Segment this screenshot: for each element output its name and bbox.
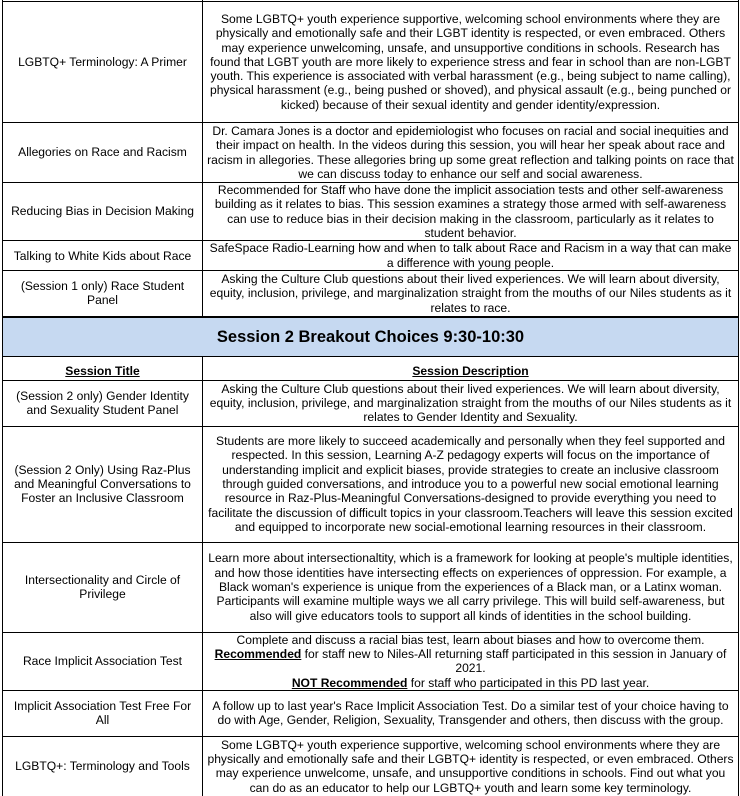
table-row [3, 542, 739, 632]
session-description-cell: Asking the Culture Club questions about their lived experiences. We will learn about diversity, equity, inclusion, privilege, and marginalization straight from the mouths of our Niles students as it relates to Gender Identity and Sexuality. [203, 380, 739, 426]
session-title-cell: Intersectionality and Circle of Privilege [3, 542, 203, 632]
column-header-session-description: Session Description [203, 356, 739, 380]
column-header-session-title: Session Title [3, 356, 203, 380]
session-description-cell: Asking the Culture Club questions about their lived experiences. We will learn about diversity, equity, inclusion, privilege, and marginalization straight from the mouths of our Niles students as it relates to race. [203, 271, 739, 317]
table-row [3, 380, 739, 426]
session-title-cell: Allegories on Race and Racism [3, 123, 203, 183]
table-row [3, 2, 739, 123]
session-title-cell: Implicit Association Test Free For All [3, 690, 203, 736]
session-description-cell: Students are more likely to succeed academically and personally when they feel supported and respected. In this session, Learning A-Z pedagogy experts will focus on the importance of understanding implicit and explicit biases, provide strategies to create an inclusive classroom through guided conversations, and introduce you to a powerful new social emotional learning resource in Raz-Plus-Meaningful Conversations-designed to provide everything you need to facilitate the discussion of difficult topics in your classroom.Teachers will leave this session excited and equipped to incorporate new social-emotional learning resources in their classroom. [203, 426, 739, 542]
table-row [3, 183, 739, 241]
session-title-cell: Reducing Bias in Decision Making [3, 183, 203, 241]
session-description-cell: Learn more about intersectionaltity, which is a framework for looking at people's multiple identities, and how those identities have intersecting effects on experiences of oppression. For example, a Black woman's experience is unique from the experiences of a Black man, or a Latinx woman. Participants will examine multiple ways we all carry privilege. This will build self-awareness, but also will give educators tools to support all kinds of identities in the school building. [203, 542, 739, 632]
session-description-cell: Some LGBTQ+ youth experience supportive, welcoming school environments where they are physically and emotionally safe and their LGBT identity is respected, or even embraced. Others may experience unwelcoming, unsafe, and unsupportive conditions in schools. Research has found that LGBT youth are more likely to experience stress and fear in school than are non-LGBT youth. This experience is associated with verbal harassment (e.g., being subject to name calling), physical harassment (e.g., being pushed or shoved), and physical assault (e.g., being punched or kicked) because of their sexual identity and gender identity/expression. [203, 2, 739, 123]
session-title-cell: (Session 2 Only) Using Raz-Plus and Meaningful Conversations to Foster an Inclusive Classroom [3, 426, 203, 542]
session-2-banner: Session 2 Breakout Choices 9:30-10:30 [3, 317, 739, 357]
session-description-cell: Some LGBTQ+ youth experience supportive, welcoming school environments where they are physically and emotionally safe and their LGBTQ+ identity is respected, or even embraced. Others may experience unwelcome, unsafe, and unsupportive conditions in schools. Find out what you can do as an educator to help our LGBTQ+ youth and learn some key terminology. [203, 736, 739, 796]
session-description-cell: Recommended for Staff who have done the implicit association tests and other self-awareness building as it relates to bias. This session examines a strategy those armed with self-awareness can use to reduce bias in their decision making in the classroom, particularly as it relates to student behavior. [203, 183, 739, 241]
session-description-cell: A follow up to last year's Race Implicit Association Test. Do a similar test of your choice having to do with Age, Gender, Religion, Sexuality, Transgender and others, then discuss with the group. [203, 690, 739, 736]
session-title-cell: LGBTQ+ Terminology: A Primer [3, 2, 203, 123]
session-title-cell: Talking to White Kids about Race [3, 241, 203, 271]
session-description-cell: SafeSpace Radio-Learning how and when to talk about Race and Racism in a way that can make a difference with young people. [203, 241, 739, 271]
table-row [3, 123, 739, 183]
session-description-cell: Complete and discuss a racial bias test, learn about biases and how to overcome them. Recommended for staff new to Niles-All returning staff participated in this session in January of 2021. NOT Recommended for staff who participated in this PD last year. [203, 632, 739, 690]
table-row [3, 690, 739, 736]
session-description-cell: Dr. Camara Jones is a doctor and epidemiologist who focuses on racial and social inequities and their impact on health. In the videos during this session, you will hear her speak about race and racism in allegories. These allegories bring up some great reflection and talking points on race that we can discuss today to enhance our self and social awareness. [203, 123, 739, 183]
session-2-banner-row [3, 317, 739, 357]
table-row [3, 241, 739, 271]
session-title-cell: (Session 2 only) Gender Identity and Sexuality Student Panel [3, 380, 203, 426]
session-title-cell: LGBTQ+: Terminology and Tools [3, 736, 203, 796]
breakout-sessions-table [2, 0, 739, 796]
not-recommended-label: NOT Recommended [291, 675, 408, 690]
session-title-cell: Race Implicit Association Test [3, 632, 203, 690]
table-row [3, 736, 739, 796]
table-row [3, 632, 739, 690]
recommended-label: Recommended [214, 646, 302, 661]
column-header-row [3, 356, 739, 380]
table-row [3, 271, 739, 317]
table-row [3, 426, 739, 542]
session-title-cell: (Session 1 only) Race Student Panel [3, 271, 203, 317]
